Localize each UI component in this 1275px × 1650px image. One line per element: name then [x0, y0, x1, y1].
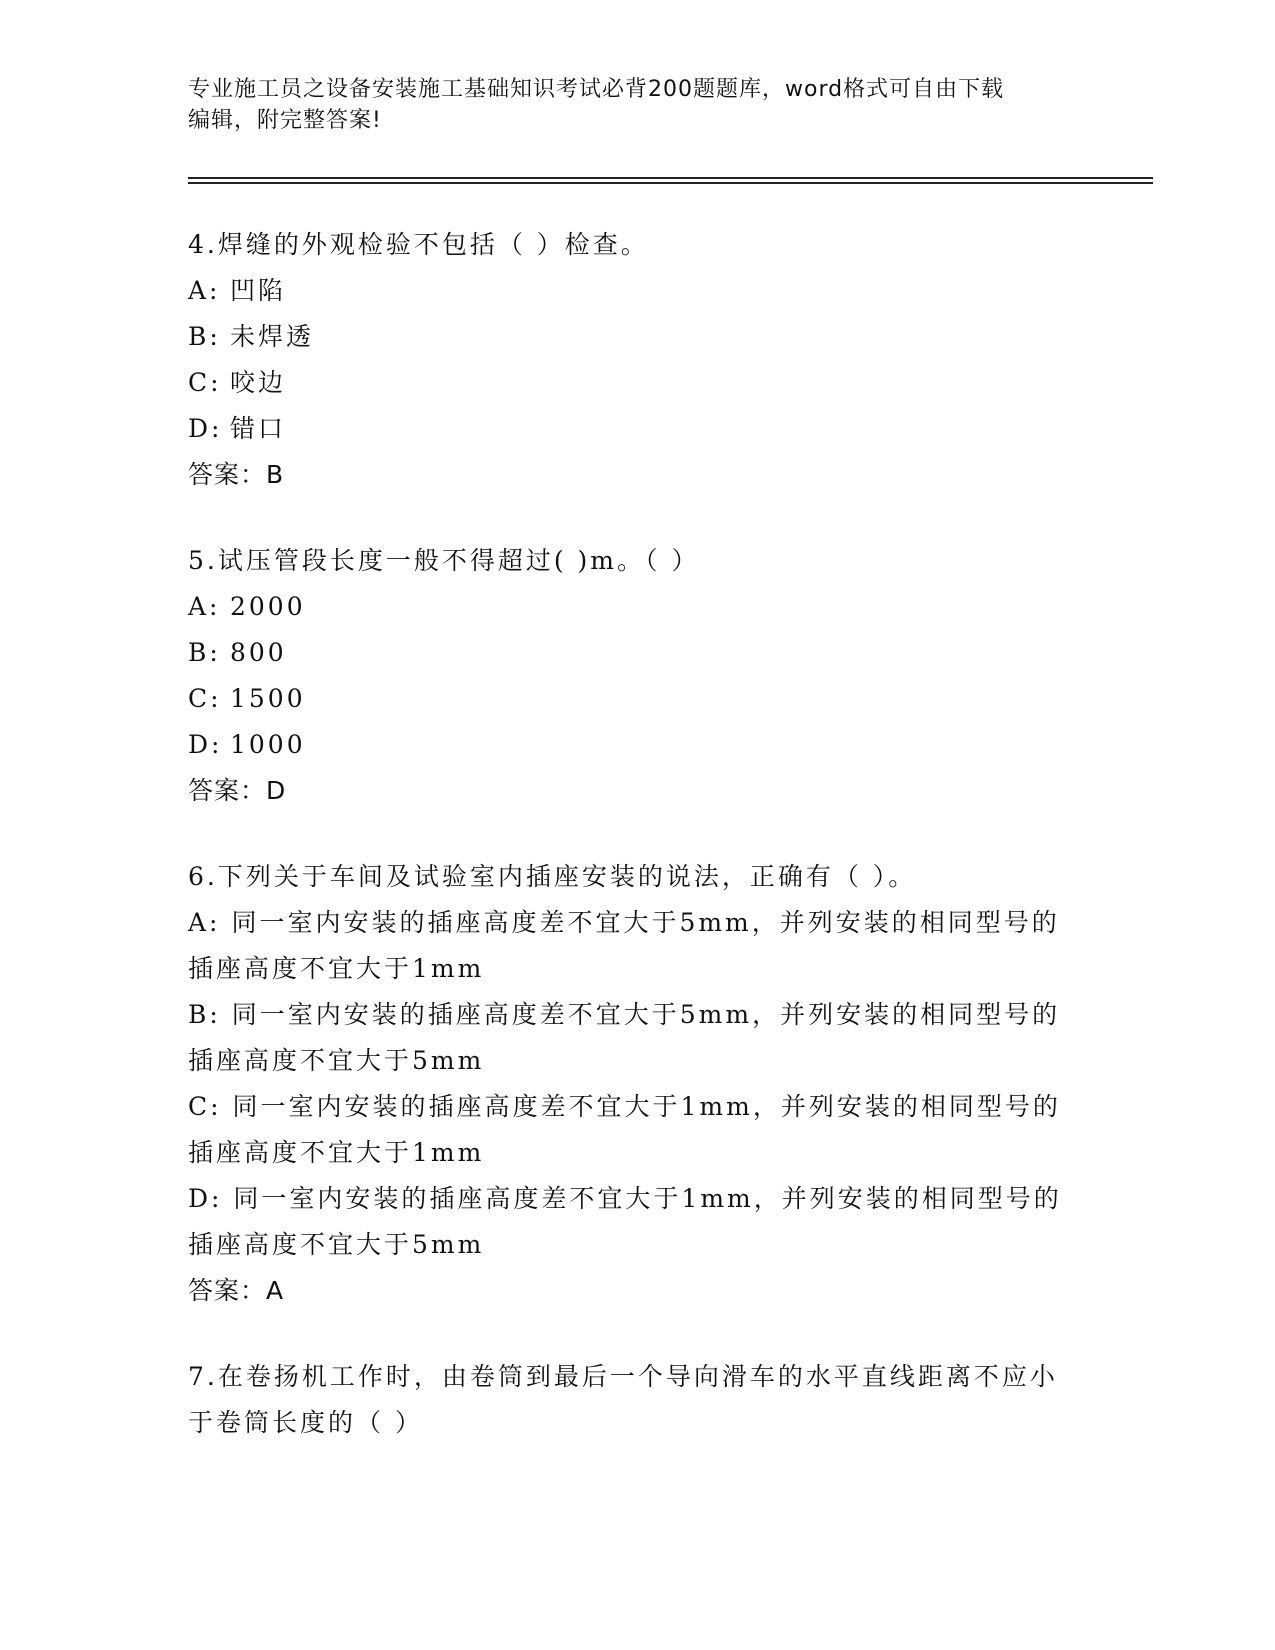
option-text: 2000	[230, 592, 306, 621]
option-text: 同一室内安装的插座高度差不宜大于1mm，并列安装的相同型号的插座高度不宜大于5mm	[188, 1184, 1062, 1259]
question-6	[188, 854, 1068, 1314]
option-a	[188, 268, 1068, 314]
option-key: C:	[188, 684, 222, 713]
option-a	[188, 584, 1068, 630]
question-stem: 6.下列关于车间及试验室内插座安装的说法，正确有（ ）。	[188, 862, 917, 891]
question-stem: 5.试压管段长度一般不得超过( )m。（ ）	[188, 546, 700, 575]
question-stem: 4.焊缝的外观检验不包括（ ）检查。	[188, 230, 649, 259]
option-key: A:	[188, 592, 221, 621]
option-key: B:	[188, 638, 221, 667]
question-list	[188, 222, 1068, 1486]
option-d	[188, 722, 1068, 768]
option-key: C:	[188, 1092, 222, 1121]
option-text: 同一室内安装的插座高度差不宜大于5mm，并列安装的相同型号的插座高度不宜大于1mm	[188, 908, 1060, 983]
option-key: B:	[188, 322, 221, 351]
option-key: C:	[188, 368, 222, 397]
option-text: 凹陷	[230, 276, 287, 305]
option-text: 800	[230, 638, 287, 667]
option-d	[188, 406, 1068, 452]
option-key: A:	[188, 276, 221, 305]
option-text: 1000	[230, 730, 306, 759]
option-c	[188, 1084, 1068, 1176]
option-c	[188, 676, 1068, 722]
answer-label: 答案：B	[188, 460, 285, 489]
document-header	[188, 74, 1068, 136]
option-b	[188, 630, 1068, 676]
question-4	[188, 222, 1068, 498]
header-title-line-1: 专业施工员之设备安装施工基础知识考试必背200题题库，word格式可自由下载	[188, 77, 1005, 102]
option-text: 1500	[230, 684, 306, 713]
answer-label: 答案：A	[188, 1276, 285, 1305]
option-key: A:	[188, 908, 221, 937]
option-b	[188, 314, 1068, 360]
option-key: D:	[188, 414, 223, 443]
option-key: D:	[188, 1184, 223, 1213]
option-text: 同一室内安装的插座高度差不宜大于1mm，并列安装的相同型号的插座高度不宜大于1mm	[188, 1092, 1061, 1167]
question-5	[188, 538, 1068, 814]
option-d	[188, 1176, 1068, 1268]
option-key: B:	[188, 1000, 221, 1029]
answer-label: 答案：D	[188, 776, 287, 805]
option-text: 错口	[230, 414, 287, 443]
question-stem: 7.在卷扬机工作时，由卷筒到最后一个导向滑车的水平直线距离不应小于卷筒长度的（ ）	[188, 1362, 1058, 1437]
header-title-line-2: 编辑，附完整答案!	[188, 108, 382, 133]
option-key: D:	[188, 730, 223, 759]
header-divider-top	[188, 177, 1153, 179]
option-text: 咬边	[230, 368, 287, 397]
header-divider-bottom	[188, 182, 1153, 184]
option-c	[188, 360, 1068, 406]
option-text: 未焊透	[230, 322, 315, 351]
option-a	[188, 900, 1068, 992]
option-text: 同一室内安装的插座高度差不宜大于5mm，并列安装的相同型号的插座高度不宜大于5mm	[188, 1000, 1061, 1075]
option-b	[188, 992, 1068, 1084]
question-7	[188, 1354, 1068, 1446]
